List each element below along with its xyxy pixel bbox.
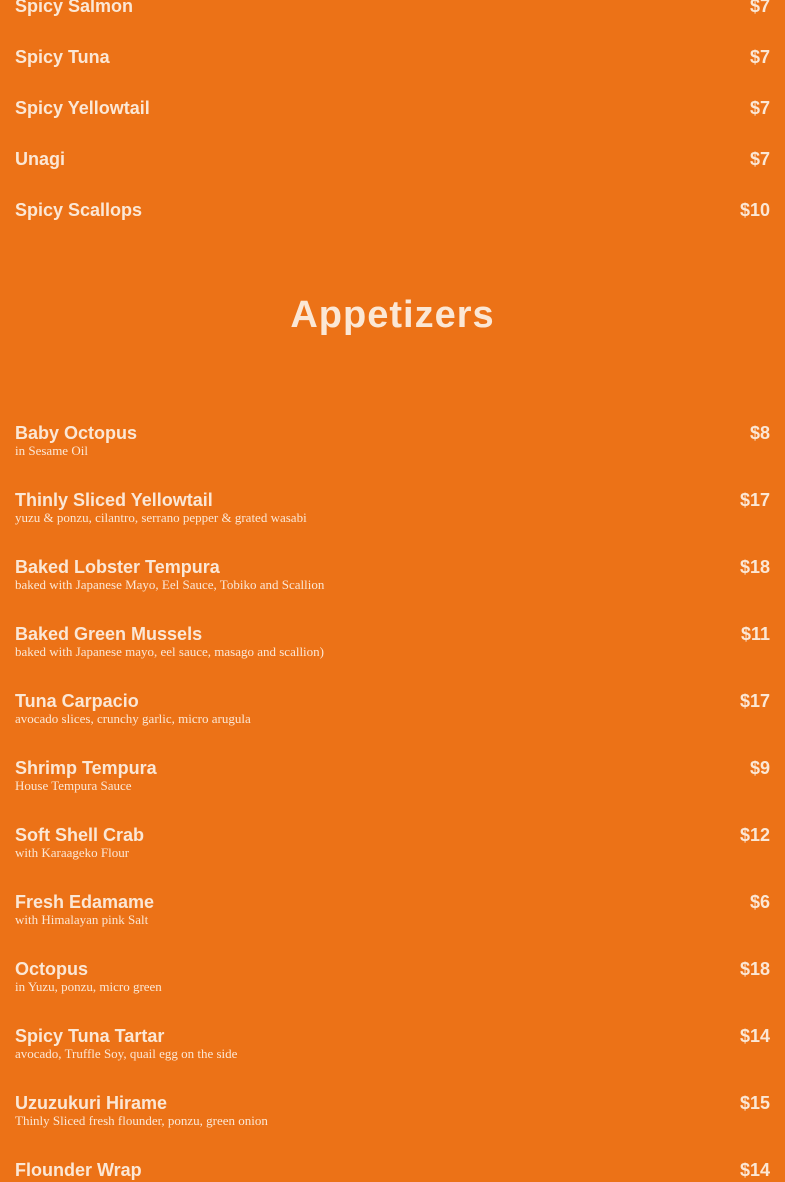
item-price: $10 [739,200,770,220]
menu-item [15,42,770,93]
item-price: $11 [740,624,770,644]
item-name: Unagi [15,149,66,169]
menu-item [15,144,770,195]
item-name: Uzuzukuri Hirame [15,1093,168,1113]
roll-list [15,0,770,246]
item-description: baked with Japanese Mayo, Eel Sauce, Tobiko and Scallion [15,577,325,592]
item-name: Shrimp Tempura [15,758,157,778]
menu-item [15,756,770,823]
item-name: Tuna Carpacio [15,691,139,711]
menu-item [15,195,770,246]
section-title: Appetizers [290,294,495,336]
item-description: avocado slices, crunchy garlic, micro arugula [15,711,251,726]
item-price: $7 [749,0,770,16]
item-price: $9 [749,758,770,778]
item-name: Spicy Tuna [15,47,110,67]
item-price: $8 [749,423,770,443]
item-description: in Yuzu, ponzu, micro green [15,979,162,994]
item-name: Baked Lobster Tempura [15,557,220,577]
item-price: $12 [739,825,770,845]
appetizer-list [15,421,770,1182]
item-price: $17 [739,691,770,711]
item-price: $7 [749,149,770,169]
item-price: $7 [749,47,770,67]
item-price: $15 [739,1093,770,1113]
menu-item [15,957,770,1024]
item-name: Fresh Edamame [15,892,155,912]
menu-item [15,93,770,144]
menu-item [15,1091,770,1158]
menu-item [15,488,770,555]
item-name: Baked Green Mussels [15,624,203,644]
item-description: with Karaageko Flour [15,845,130,860]
item-name: Soft Shell Crab [15,825,145,845]
item-description: with Himalayan pink Salt [15,912,149,927]
item-price: $6 [749,892,770,912]
menu-item [15,1158,770,1182]
item-price: $18 [739,959,770,979]
item-description: in Sesame Oil [15,443,88,458]
item-name: Spicy Scallops [15,200,143,220]
menu-item [15,622,770,689]
item-name: Octopus [15,959,89,979]
item-description: Thinly Sliced fresh flounder, ponzu, green onion [15,1113,268,1128]
item-price: $14 [739,1160,770,1180]
item-price: $18 [739,557,770,577]
item-name: Thinly Sliced Yellowtail [15,490,213,510]
menu-item [15,689,770,756]
menu-item [15,555,770,622]
item-description: House Tempura Sauce [15,778,132,793]
menu-item [15,0,770,42]
menu-item [15,823,770,890]
menu-item [15,890,770,957]
menu-item [15,1024,770,1091]
item-description: avocado, Truffle Soy, quail egg on the side [15,1046,238,1061]
item-description: baked with Japanese mayo, eel sauce, masago and scallion) [15,644,324,659]
item-name: Spicy Yellowtail [15,98,150,118]
item-price: $14 [739,1026,770,1046]
item-name: Spicy Tuna Tartar [15,1026,165,1046]
item-name: Baby Octopus [15,423,138,443]
item-price: $7 [749,98,770,118]
item-name: Spicy Salmon [15,0,134,16]
menu-item [15,421,770,488]
item-description: yuzu & ponzu, cilantro, serrano pepper & grated wasabi [15,510,307,525]
item-name: Flounder Wrap [15,1160,142,1180]
item-price: $17 [739,490,770,510]
